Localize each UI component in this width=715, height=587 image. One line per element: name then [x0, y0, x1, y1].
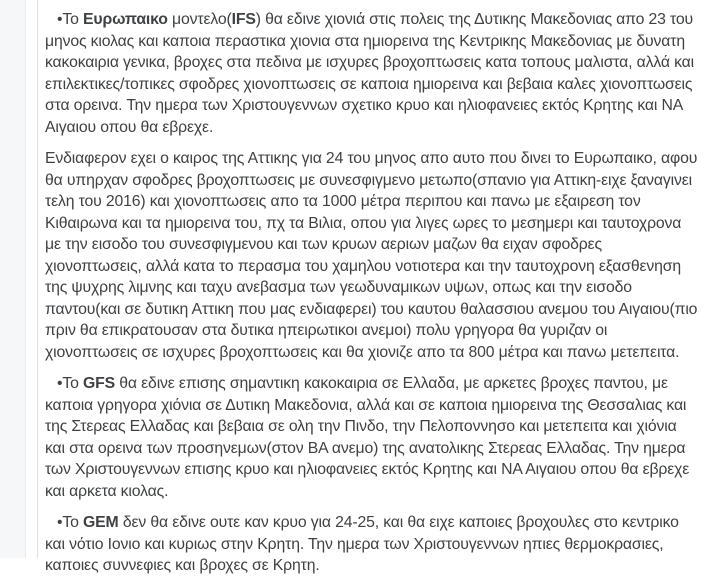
paragraph-text: Ενδιαφερον εχει ο καιρος της Αττικης για 24 του μηνος απο αυτο που δινει το Ευρωπαικο, αφου θα υπηρχαν σφοδρες βροχοπτωσεις με συνεσφιγμενο μετωπο(σπανιο για Αττικη-ειχε ξαναγινει τελη του 2016) και χιονοπτωσεις απο τα 1000 μέτρα περιπου και πανω με εξαιρεση τον Κιθαιρωνα και τα ημιορεινα του, πχ τα Βιλια, οπου για λιγες ωρες το μεσημερι και ταυτοχρονα με την εισοδο του συνεσφιγμενου και των κρυων αεριων μαζων θα ειχαν σφοδρες χιονοπτωσεις, αλλά κατα το περασμα του χαμηλου νοτιοτερα και την ταυτοχρονη εξασθενηση της ψυχρης λιμνης και ταχυ ανεβασμα των γεωδυναμικων υψων, οπως και την εισοδο παντου(και σε δυτικη Αττικη που μας ενδιαφερει) του καυτου θαλασσιου ανεμου του Αιγαιου(πιο πριν θα επικρατουσαν στα δυτικα ηπειρωτικοι ανεμοι) πολυ γρηγορα θα γυριζαν οι χιονοπτωσεις σε ισχυρες βροχοπτωσεις και θα χιονιζε απο τα 800 μέτρα και πανω μετεπειτα. [45, 150, 698, 361]
paragraph-text: ) θα εδινε χιονιά στις πολεις της Δυτικης Μακεδονιας απο 23 του μηνος κιολας και καποια περαστικα χιονια στα ημιορεινα της Κεντρικης Μακεδονιας με δυνατη κακοκαιρια γενικα, βροχες στα πεδινα με ισχυρες βροχοπτωσεις κατα τοπους μαλιστα, αλλά και επιλεκτικες/τοπικες σφοδρες χιονοπτωσεις σε καποια ημιορεινα και βεβαια καλες χιονοπτωσεις στα ορεινα. Την ημερα των Χριστουγεννων σχετικο κρυο και ηλιοφανειες εκτός Κρητης και ΝΑ Αιγαιου οπου θα εβρεχε. [45, 11, 694, 136]
model-name-bold-text: GEM [83, 514, 119, 531]
paragraph-text: •Το [57, 514, 84, 531]
paragraph-text: μοντελο( [167, 11, 232, 28]
paragraph-model-ifs [45, 9, 700, 138]
quote-divider-line [37, 0, 38, 558]
model-name-bold-text: GFS [83, 375, 116, 392]
page-gutter [0, 0, 26, 558]
paragraph-model-gem [45, 512, 700, 577]
paragraph-text: δεν θα εδινε ουτε καν κρυο για 24-25, και θα ειχε καποιες βροχουλες στο κεντρικο και νότιο Ιονιο και κυριως στην Κρητη. Την ημερα των Χριστουγεννων ηπιες θερμοκρασιες, καποιες συννεφιες και βροχες σε Κρητη. [45, 514, 679, 574]
paragraph-text: θα εδινε επισης σημαντικη κακοκαιρια σε Ελλαδα, με αρκετες βροχες παντου, με καποια γρηγορα χιόνια σε Δυτικη Μακεδονια, αλλά και σε καποια ημιορεινα της Θεσσαλιας και της Στερεας Ελλαδας και βεβαια σε ολη την Πινδο, την Πελοποννησο και μετεπειτα και χιόνια και στα ορεινα των προσηνεμων(στον ΒΑ ανεμο) της ανατολικης Στερεας Ελλαδας. Την ημερα των Χριστουγεννων επισης κρυο και ηλιοφανειες εκτός Κρητης και ΝΑ Αιγαιου οπου θα εβρεχε και αρκετα κιολας. [45, 375, 690, 500]
paragraph-text: •Το [57, 11, 84, 28]
paragraph-text: •Το [57, 375, 84, 392]
paragraph-attiki [45, 148, 700, 363]
model-name-bold-text: IFS [231, 11, 256, 28]
paragraph-model-gfs [45, 373, 700, 502]
model-name-bold-text: Ευρωπαικο [83, 11, 168, 28]
post-body [45, 9, 700, 587]
